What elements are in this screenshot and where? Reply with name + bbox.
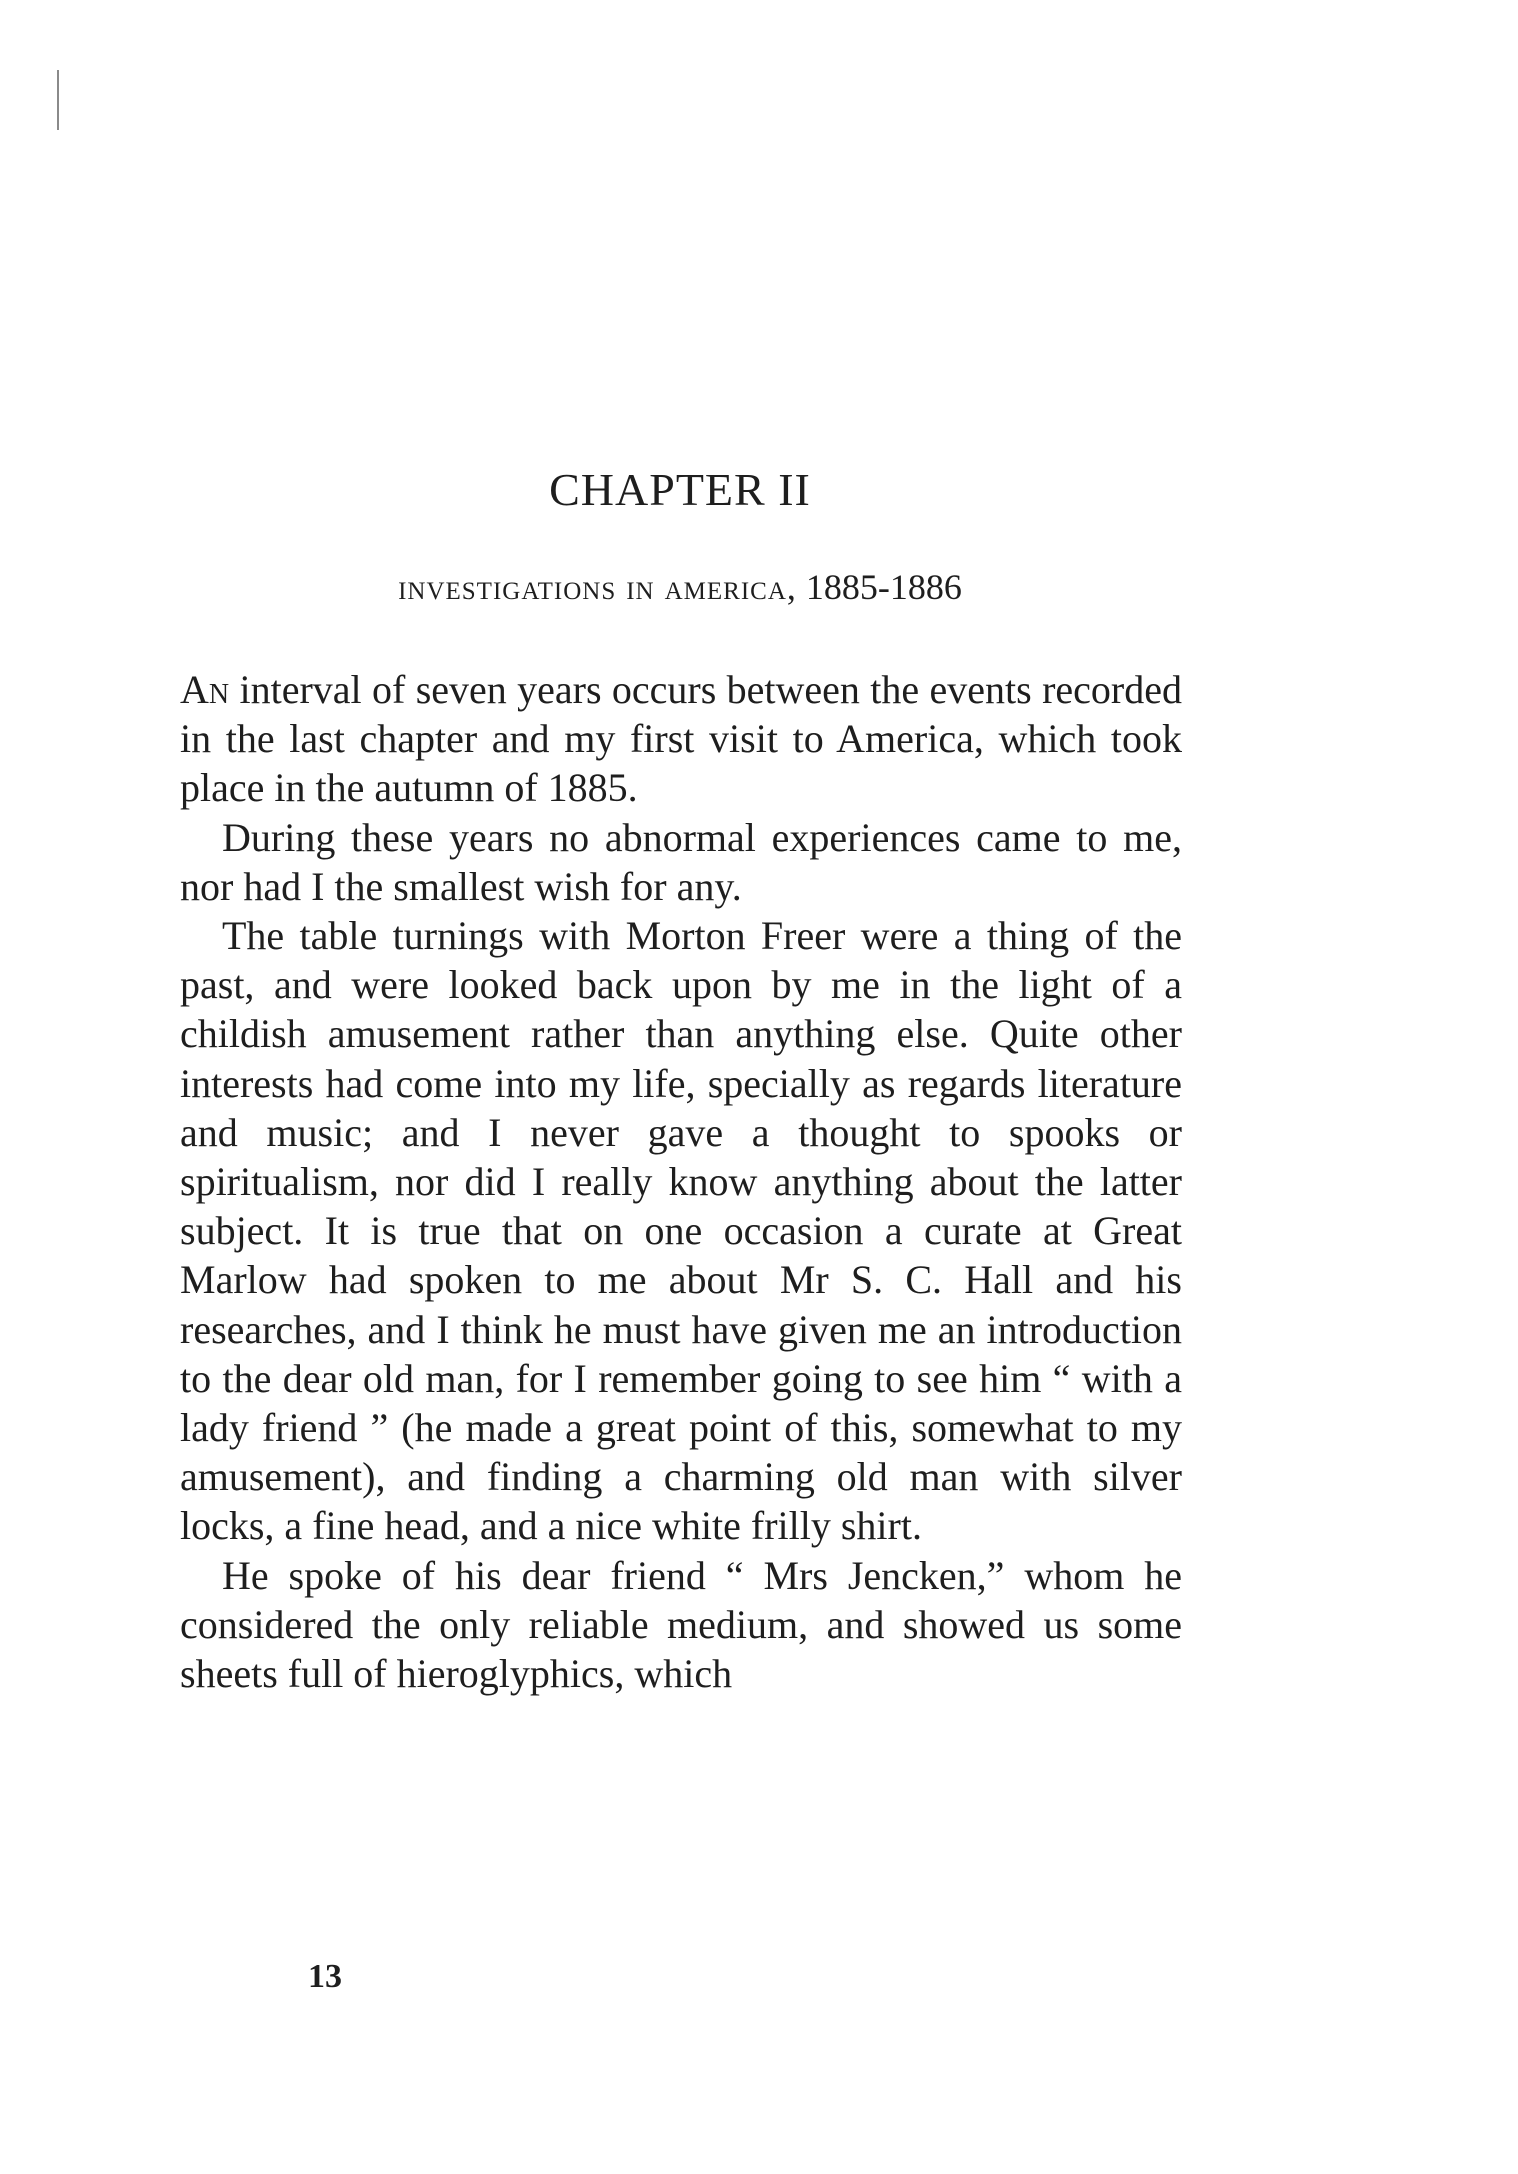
paragraph-text: He spoke of his dear friend “ Mrs Jencken,” whom he considered the only reliable medium, and showed us some sheets full of hieroglyphics, which — [180, 1552, 1182, 1697]
chapter-title: CHAPTER II — [549, 464, 811, 515]
chapter-subtitle-text: investigations in america, — [398, 567, 797, 607]
chapter-subtitle — [180, 565, 1180, 609]
paragraph-text: The table turnings with Morton Freer were a thing of the past, and were looked back upon by me in the light of a childish amusement rather than anything else. Quite other interests had come into my life, specially as regards literature and music; and I never gave a thought to spooks or spiritualism, nor did I really know anything about the latter subject. It is true that on one occasion a curate at Great Marlow had spoken to me about Mr S. C. Hall and his researches, and I think he must have given me an introduction to the dear old man, for I remember going to see him “ with a lady friend ” (he made a great point of this, somewhat to my amusement), and finding a charming old man with silver locks, a fine head, and a nice white frilly shirt. — [180, 913, 1182, 1549]
paragraph-4 — [180, 1551, 1182, 1699]
paragraph-2 — [180, 813, 1182, 911]
body-text — [180, 665, 1182, 1698]
paragraph-3 — [180, 911, 1182, 1551]
chapter-subtitle-years: 1885-1886 — [805, 567, 962, 607]
paragraph-text: During these years no abnormal experiences came to me, nor had I the smallest wish for any. — [180, 814, 1182, 909]
margin-mark — [57, 70, 59, 130]
paragraph-text: interval of seven years occurs between the events recorded in the last chapter and my first visit to America, which took place in the autumn of 1885. — [180, 667, 1182, 811]
paragraph-1 — [180, 665, 1182, 813]
paragraph-lead: An — [180, 667, 230, 712]
page-number: 13 — [308, 1958, 342, 1995]
